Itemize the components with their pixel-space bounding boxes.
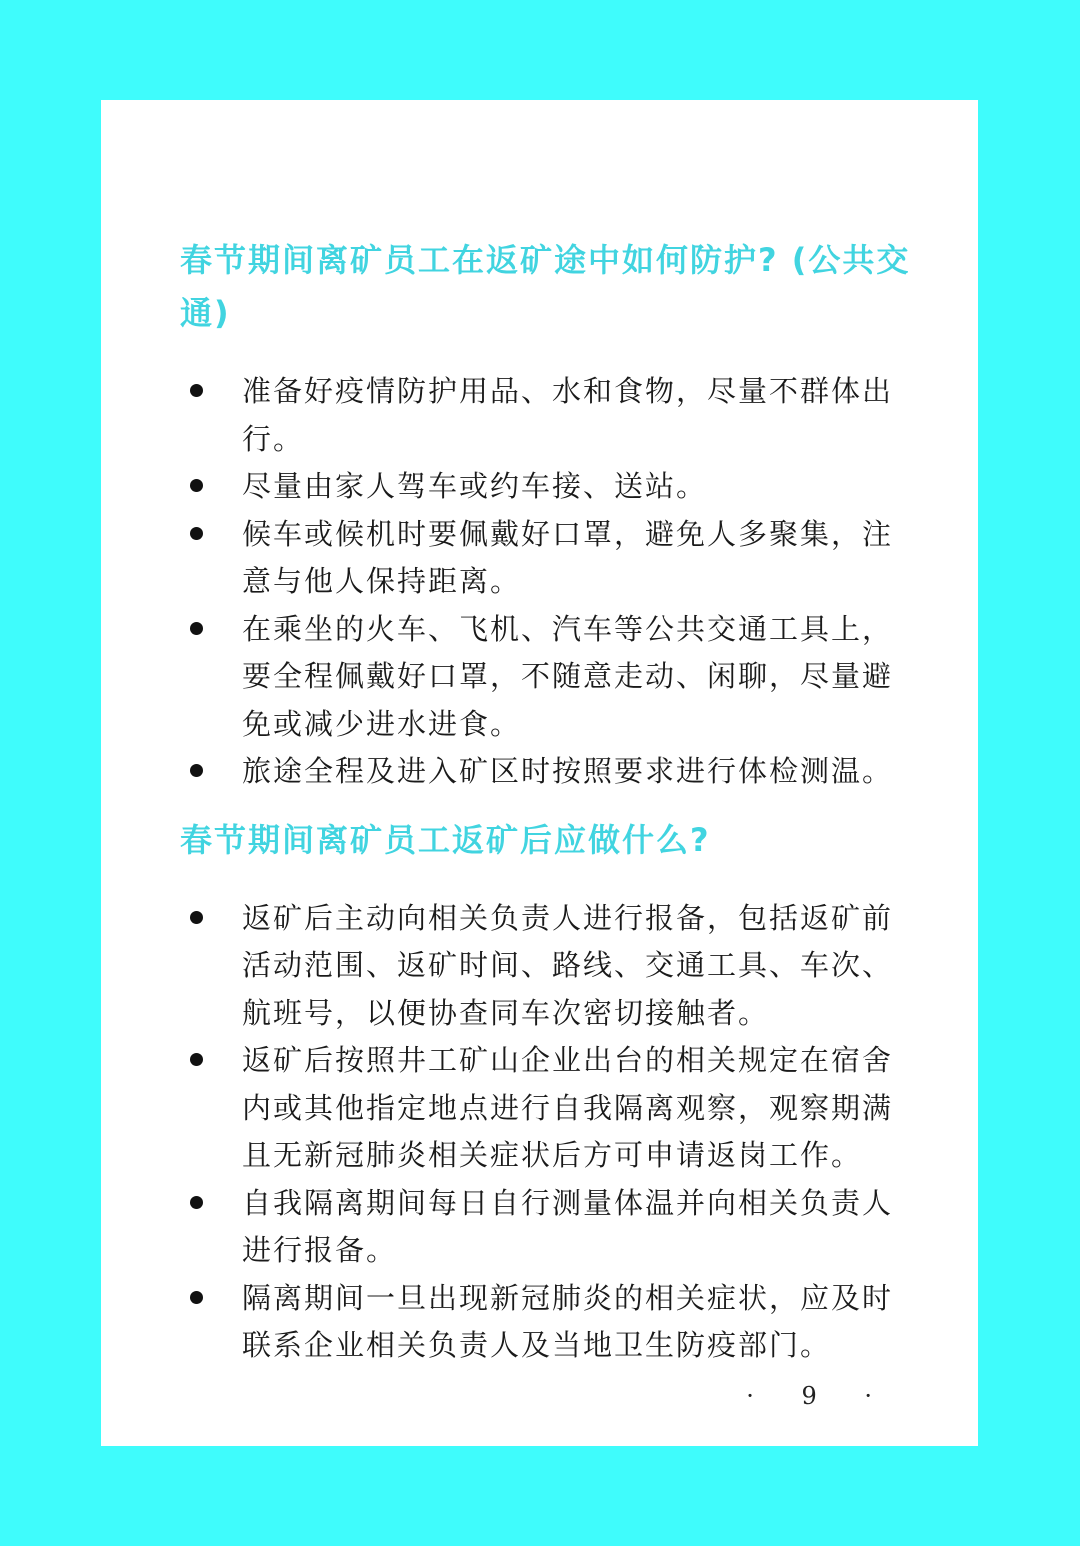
bullet-icon [190, 1053, 203, 1066]
list-item-text: 旅途全程及进入矿区时按照要求进行体检测温。 [242, 754, 894, 788]
list-item [180, 895, 920, 1038]
bullet-icon [190, 764, 203, 777]
list-item [180, 1180, 920, 1275]
bullet-icon [190, 384, 203, 397]
list-item-text: 准备好疫情防护用品、水和食物，尽量不群体出行。 [242, 374, 894, 456]
list-item-text: 尽量由家人驾车或约车接、送站。 [242, 469, 708, 503]
list-item-text: 在乘坐的火车、飞机、汽车等公共交通工具上，要全程佩戴好口罩，不随意走动、闲聊，尽量避免或减少进水进食。 [242, 611, 894, 741]
page-number: · 9 · [746, 1382, 892, 1410]
bullet-icon [190, 911, 203, 924]
page-content [180, 234, 920, 1388]
section-1-title: 春节期间离矿员工在返矿途中如何防护? (公共交通) [180, 241, 911, 332]
list-item-text: 返矿后主动向相关负责人进行报备，包括返矿前活动范围、返矿时间、路线、交通工具、车次、航班号，以便协查同车次密切接触者。 [242, 900, 894, 1030]
list-item-text: 自我隔离期间每日自行测量体温并向相关负责人进行报备。 [242, 1185, 894, 1267]
list-item [180, 1275, 920, 1370]
list-item [180, 463, 920, 511]
list-item-text: 候车或候机时要佩戴好口罩，避免人多聚集，注意与他人保持距离。 [242, 516, 894, 598]
section-2-list [180, 895, 920, 1370]
list-item-text: 返矿后按照井工矿山企业出台的相关规定在宿舍内或其他指定地点进行自我隔离观察，观察期满且无新冠肺炎相关症状后方可申请返岗工作。 [242, 1043, 894, 1172]
section-1-list [180, 368, 920, 796]
list-item [180, 1037, 920, 1180]
bullet-icon [190, 622, 203, 635]
list-item [180, 511, 920, 606]
list-item [180, 748, 920, 796]
bullet-icon [190, 527, 203, 540]
list-item-text: 隔离期间一旦出现新冠肺炎的相关症状，应及时联系企业相关负责人及当地卫生防疫部门。 [242, 1280, 894, 1362]
list-item [180, 368, 920, 463]
page [101, 100, 978, 1446]
bullet-icon [190, 479, 203, 492]
bullet-icon [190, 1291, 203, 1304]
list-item [180, 606, 920, 749]
bullet-icon [190, 1196, 203, 1209]
section-2-title: 春节期间离矿员工返矿后应做什么? [180, 820, 711, 859]
